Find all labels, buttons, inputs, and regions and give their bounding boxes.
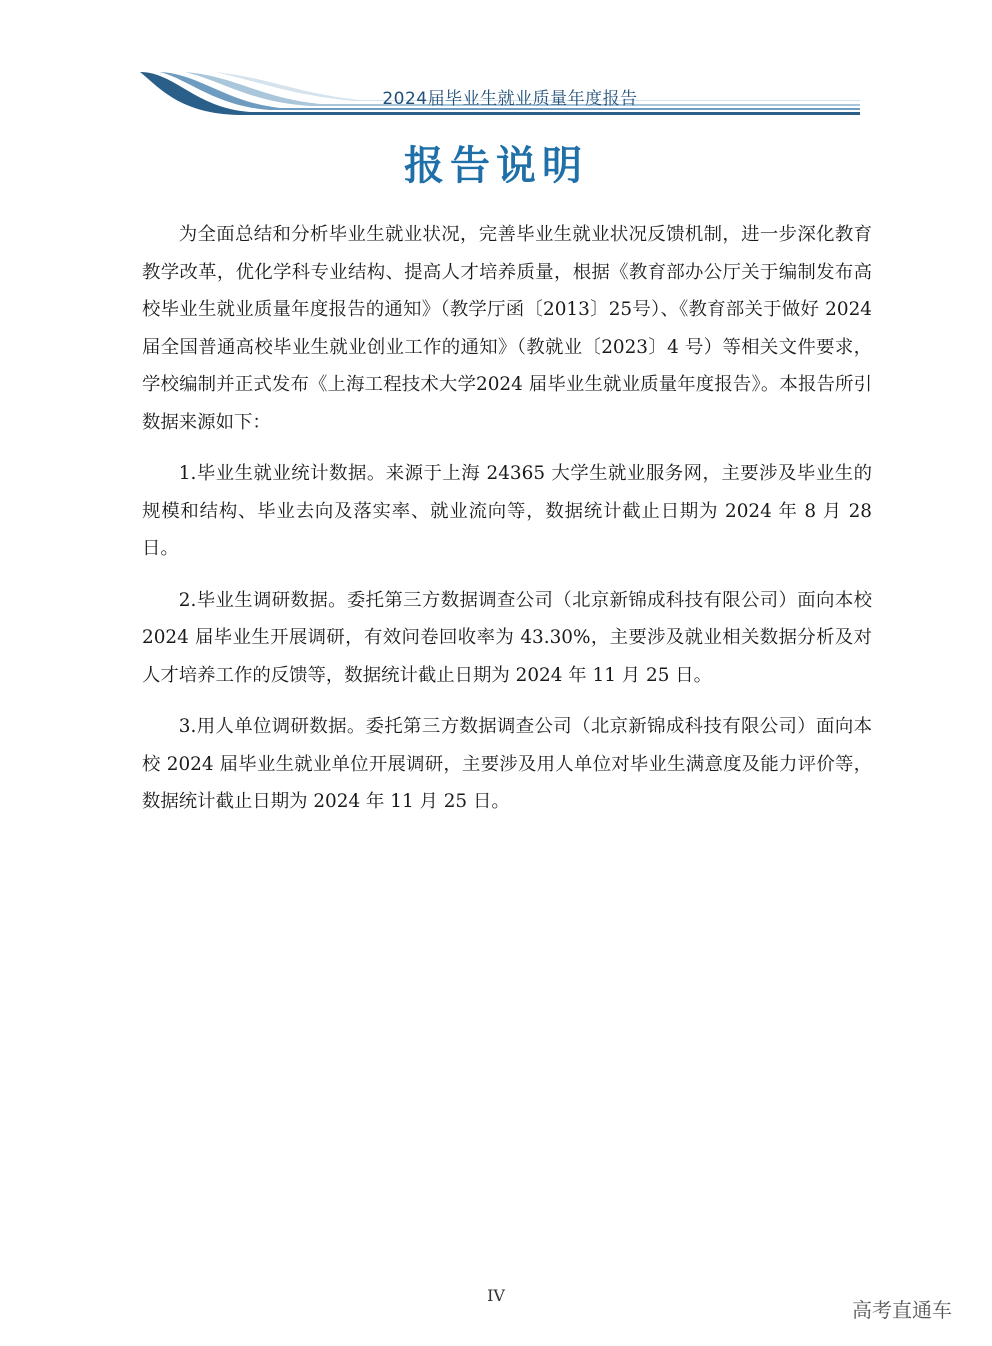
page-number: IV — [487, 1286, 505, 1305]
intro-paragraph: 为全面总结和分析毕业生就业状况，完善毕业生就业状况反馈机制，进一步深化教育教学改革，优化学科专业结构、提高人才培养质量，根据《教育部办公厅关于编制发布高校毕业生就业质量年度报告的通知》（教学厅函〔2013〕25号）、《教育部关于做好 2024 届全国普通高校毕业生就业创业工作的通知》（教就业〔2023〕4 号）等相关文件要求，学校编制并正式发布《上海工程技术大学2024 届毕业生就业质量年度报告》。本报告所引数据来源如下： — [142, 224, 872, 433]
data-source-employer-survey: 3.用人单位调研数据。委托第三方数据调查公司（北京新锦成科技有限公司）面向本校 2024 届毕业生就业单位开展调研，主要涉及用人单位对毕业生满意度及能力评价等，数据统计截止日期为 2024 年 11 月 25 日。 — [142, 716, 872, 812]
data-source-graduate-survey: 2.毕业生调研数据。委托第三方数据调查公司（北京新锦成科技有限公司）面向本校 2024 届毕业生开展调研，有效问卷回收率为 43.30%，主要涉及就业相关数据分析及对人才培养工作的反馈等，数据统计截止日期为 2024 年 11 月 25 日。 — [142, 589, 872, 686]
report-body — [142, 216, 872, 835]
page-title: 报告说明 — [404, 142, 588, 189]
page-header — [0, 68, 992, 120]
data-source-employment-stats: 1.毕业生就业统计数据。来源于上海 24365 大学生就业服务网，主要涉及毕业生的规模和结构、毕业去向及落实率、就业流向等，数据统计截止日期为 2024 年 8 月 28 日。 — [142, 463, 872, 559]
header-title: 2024届毕业生就业质量年度报告 — [382, 89, 638, 109]
watermark-text: 高考直通车 — [852, 1298, 952, 1322]
